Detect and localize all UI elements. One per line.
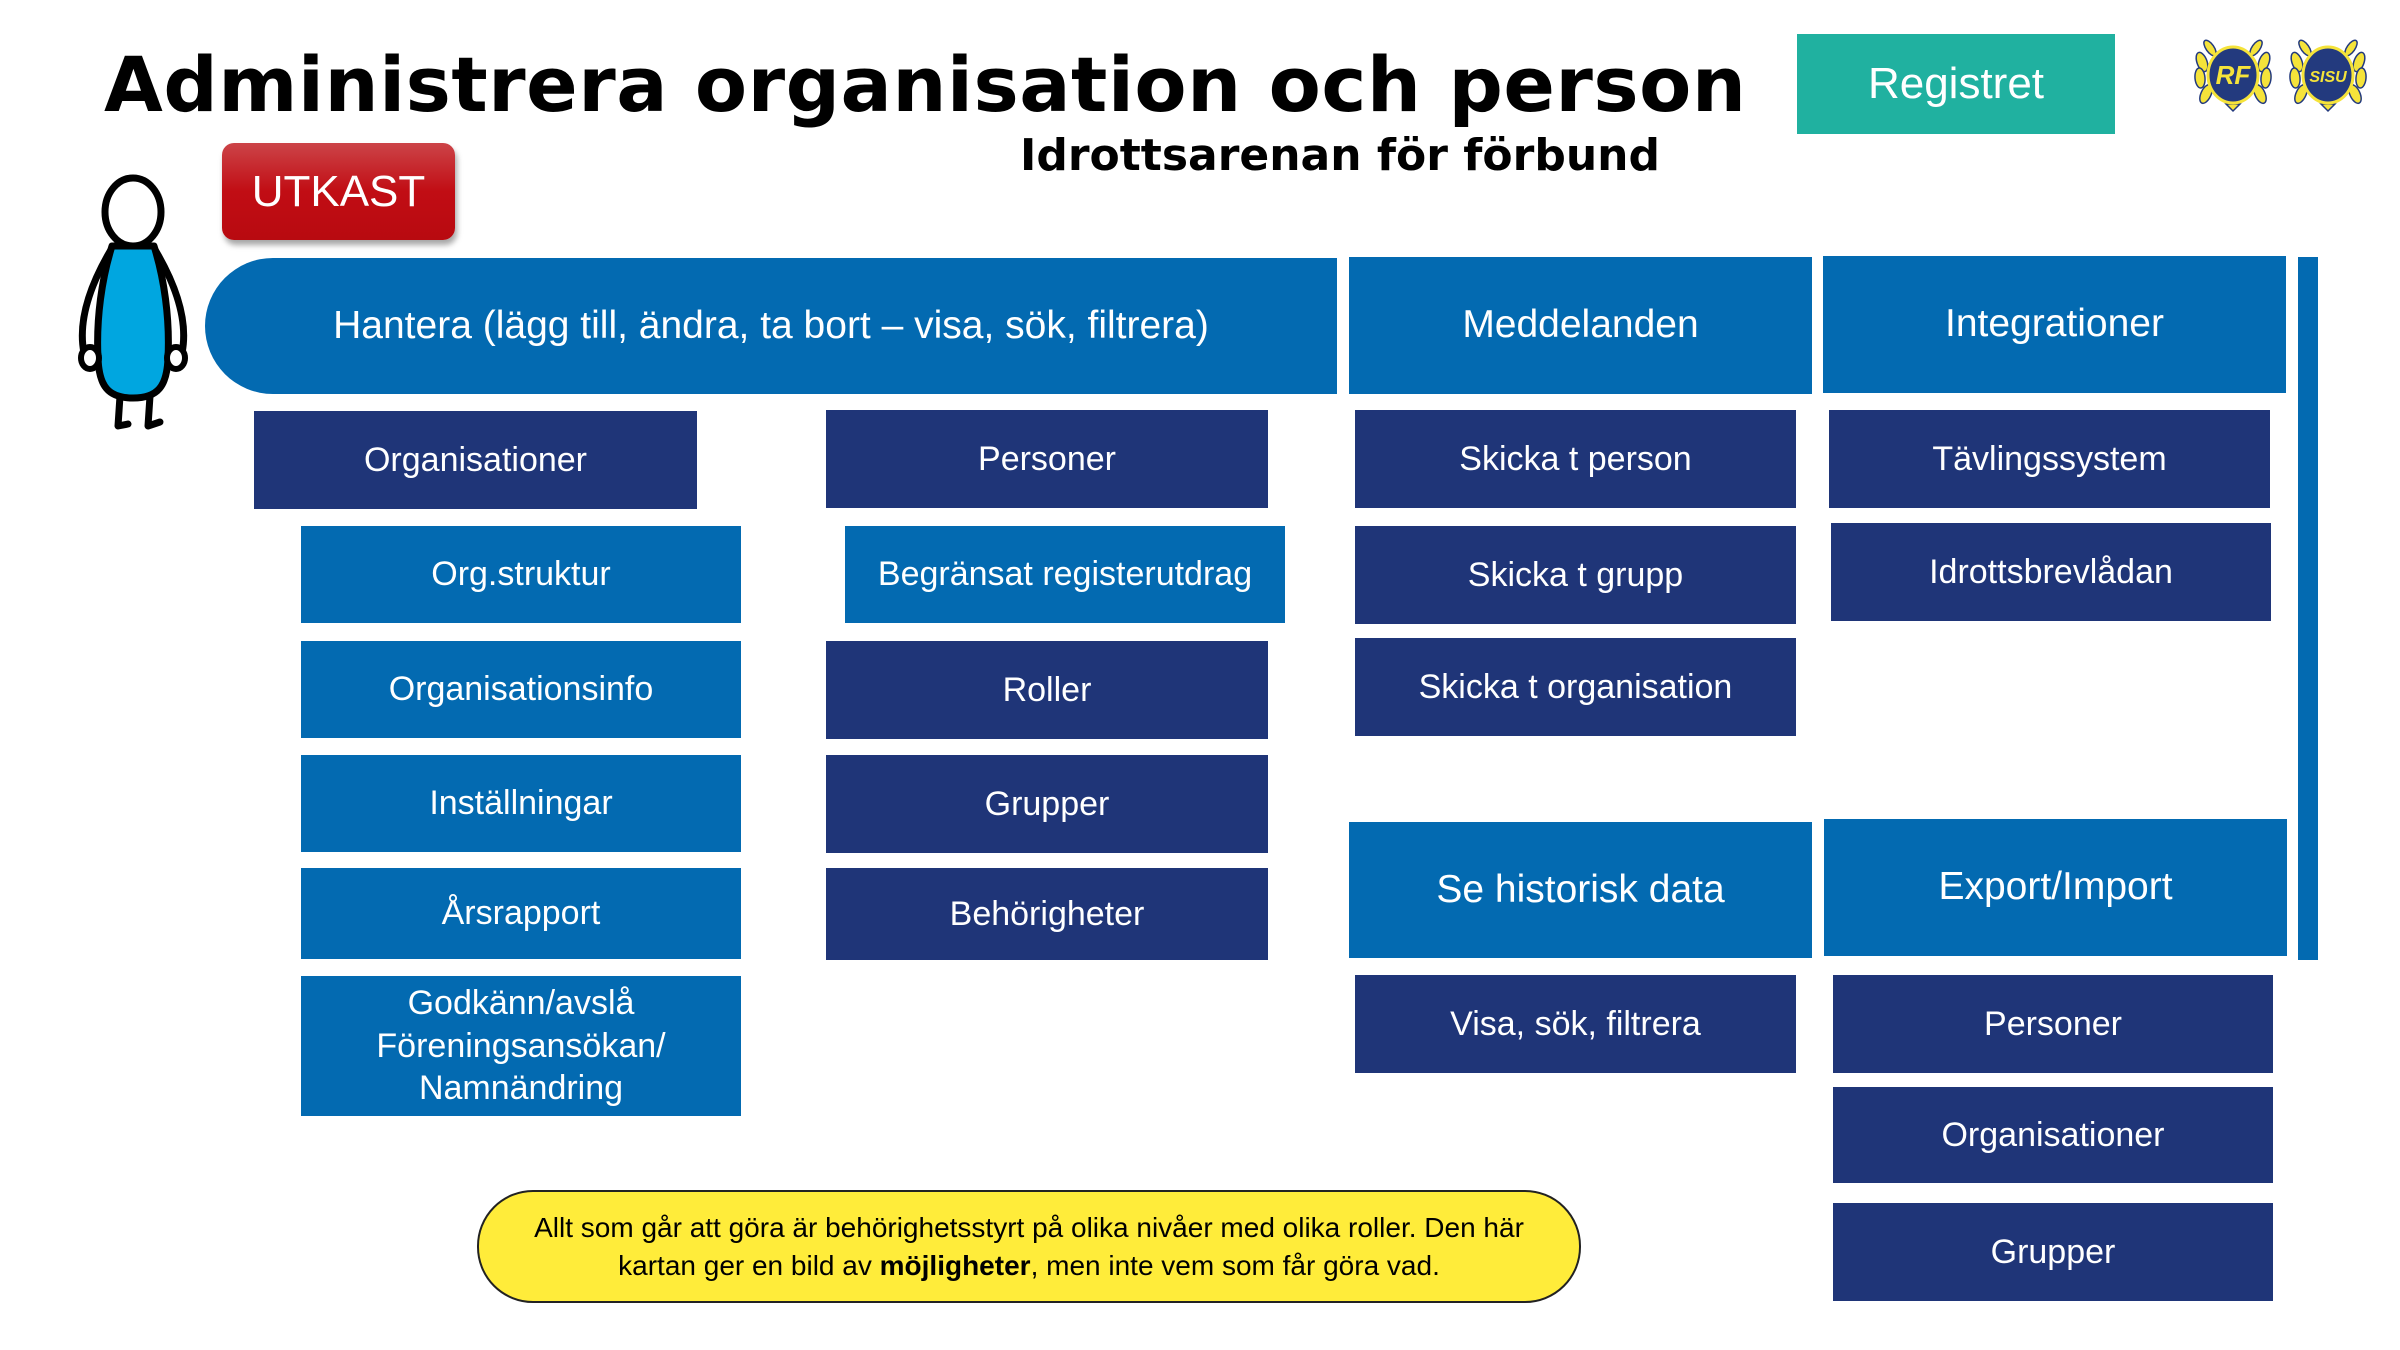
page-subtitle: Idrottsarenan för förbund — [1019, 130, 1660, 181]
divider-bar — [2298, 257, 2318, 960]
skicka-t-organisation-button[interactable]: Skicka t organisation — [1355, 638, 1796, 736]
visa-sok-filtrera-button[interactable]: Visa, sök, filtrera — [1355, 975, 1796, 1073]
sisu-logo-icon — [2287, 32, 2369, 114]
skicka-t-person-button[interactable]: Skicka t person — [1355, 410, 1796, 508]
godkann-avsla-button[interactable]: Godkänn/avslå Föreningsansökan/ Namnändring — [301, 976, 741, 1116]
organisationer-button[interactable]: Organisationer — [254, 411, 697, 509]
behorigheter-button[interactable]: Behörigheter — [826, 868, 1268, 960]
rf-logo-icon — [2192, 32, 2274, 114]
export-personer-button[interactable]: Personer — [1833, 975, 2273, 1073]
skicka-t-grupp-button[interactable]: Skicka t grupp — [1355, 526, 1796, 624]
section-hantera[interactable]: Hantera (lägg till, ändra, ta bort – visa, sök, filtrera) — [205, 258, 1337, 394]
begransat-registerutdrag-button[interactable]: Begränsat registerutdrag — [845, 526, 1285, 623]
personer-button[interactable]: Personer — [826, 410, 1268, 508]
section-historisk-data[interactable]: Se historisk data — [1349, 822, 1812, 958]
callout-text-before: Allt som går att göra är behörighetsstyrt på olika nivåer med olika roller. Den här kartan ger en bild av — [534, 1211, 1524, 1281]
status-badge: UTKAST — [222, 143, 455, 240]
org-struktur-button[interactable]: Org.struktur — [301, 526, 741, 623]
page-title: Administrera organisation och person — [104, 40, 1747, 129]
section-meddelanden[interactable]: Meddelanden — [1349, 257, 1812, 394]
idrottsbrevladan-button[interactable]: Idrottsbrevlådan — [1831, 523, 2271, 621]
svg-text:SISU: SISU — [2309, 69, 2347, 86]
grupper-button[interactable]: Grupper — [826, 755, 1268, 853]
callout-text-after: , men inte vem som får göra vad. — [1030, 1249, 1440, 1281]
roller-button[interactable]: Roller — [826, 641, 1268, 739]
installningar-button[interactable]: Inställningar — [301, 755, 741, 852]
section-export-import[interactable]: Export/Import — [1824, 819, 2287, 956]
user-figure-icon — [68, 158, 198, 438]
tavlingssystem-button[interactable]: Tävlingssystem — [1829, 410, 2270, 508]
callout-text-bold: möjligheter — [879, 1249, 1031, 1281]
svg-text:RF: RF — [2215, 60, 2251, 90]
registret-button[interactable]: Registret — [1797, 34, 2115, 134]
export-organisationer-button[interactable]: Organisationer — [1833, 1087, 2273, 1183]
organisationsinfo-button[interactable]: Organisationsinfo — [301, 641, 741, 738]
arsrapport-button[interactable]: Årsrapport — [301, 868, 741, 959]
callout-text — [519, 1209, 1539, 1285]
export-grupper-button[interactable]: Grupper — [1833, 1203, 2273, 1301]
info-callout — [477, 1190, 1581, 1303]
section-integrationer[interactable]: Integrationer — [1823, 256, 2286, 393]
